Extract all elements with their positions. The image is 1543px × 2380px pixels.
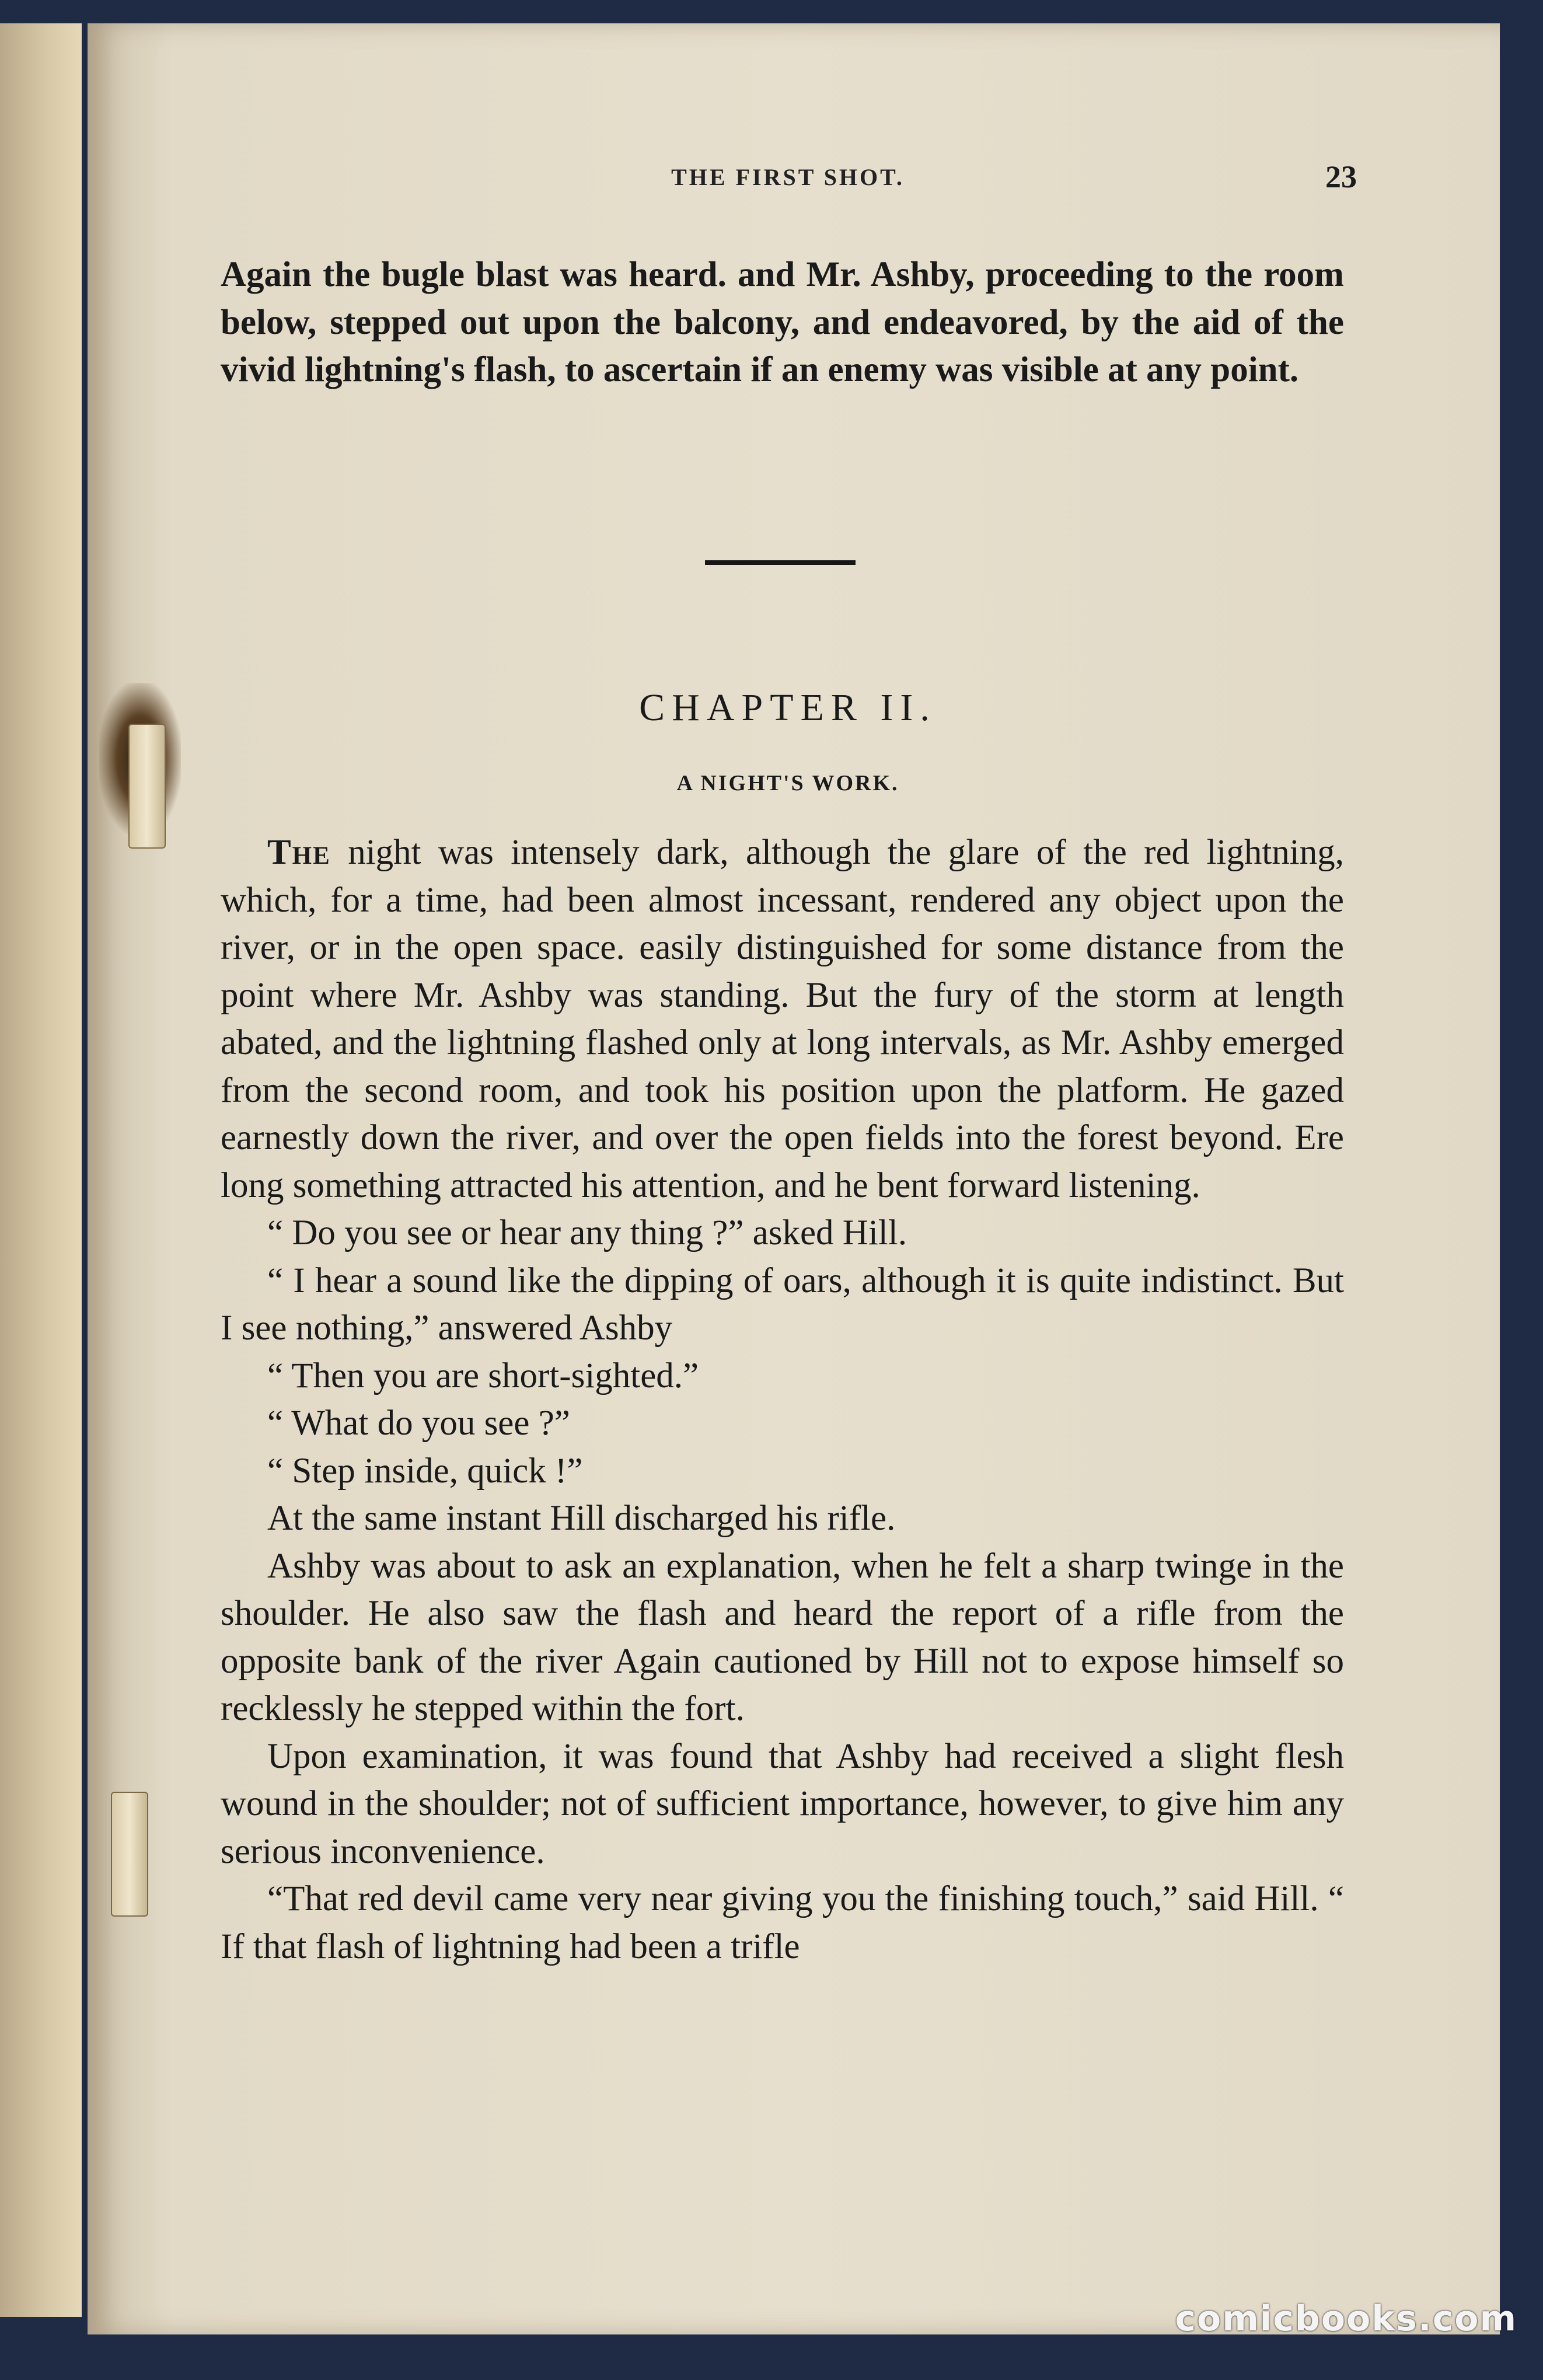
chapter-subtitle: A NIGHT'S WORK. <box>676 771 899 795</box>
paragraph: “That red devil came very near giving you the finishing touch,” said Hill. “ If that flash of lightning had been a trifle <box>221 1879 1344 1966</box>
section-divider-rule <box>705 560 856 565</box>
paragraph: Upon examination, it was found that Ashby had received a slight flesh wound in the shoulder; not of sufficient importance, however, to give him any serious inconvenience. <box>221 1736 1344 1871</box>
binding-tab-top <box>128 724 166 849</box>
paragraph <box>221 829 1344 1209</box>
paragraph: Ashby was about to ask an explanation, when he felt a sharp twinge in the shoulder. He also saw the flash and heard the report of a rifle from the opposite bank of the river Again cautioned by Hill not to expose himself so recklessly he stepped within the fort. <box>221 1546 1344 1728</box>
intro-paragraph: Again the bugle blast was heard. and Mr. Ashby, proceeding to the room below, stepped out upon the balcony, and endeavored, by the aid of the vivid lightning's flash, to ascertain if an enemy was visible at any point. <box>221 255 1344 389</box>
paragraph-lead-word: The <box>267 833 331 872</box>
paragraph-text: night was intensely dark, although the glare of the red lightning, which, for a time, had been almost incessant, rendered any object upon the river, or in the open space. easily distinguished for some distance from the point where Mr. Ashby was standing. But the fury of the storm at length abated, and the lightning flashed only at long intervals, as Mr. Ashby emerged from the second room, and took his position upon the platform. He gazed earnestly down the river, and over the open fields into the forest beyond. Ere long something attracted his attention, and he bent forward listening. <box>221 833 1344 1205</box>
running-header: THE FIRST SHOT. <box>671 164 905 190</box>
paragraph: “ Do you see or hear any thing ?” asked Hill. <box>267 1213 907 1252</box>
paragraph: “ Step inside, quick !” <box>267 1451 583 1491</box>
watermark: comicbooks.com <box>1175 2298 1517 2339</box>
chapter-body <box>221 829 1344 1970</box>
paragraph: “ I hear a sound like the dipping of oars, although it is quite indistinct. But I see nothing,” answered Ashby <box>221 1261 1344 1348</box>
paragraph: “ Then you are short-sighted.” <box>267 1356 699 1395</box>
paragraph: “ What do you see ?” <box>267 1404 570 1443</box>
page-number: 23 <box>1325 159 1357 194</box>
paragraph: At the same instant Hill discharged his rifle. <box>267 1499 896 1538</box>
left-page-edge <box>0 23 82 2317</box>
binding-tab-bottom <box>111 1792 148 1917</box>
chapter-title: CHAPTER II. <box>639 686 937 729</box>
